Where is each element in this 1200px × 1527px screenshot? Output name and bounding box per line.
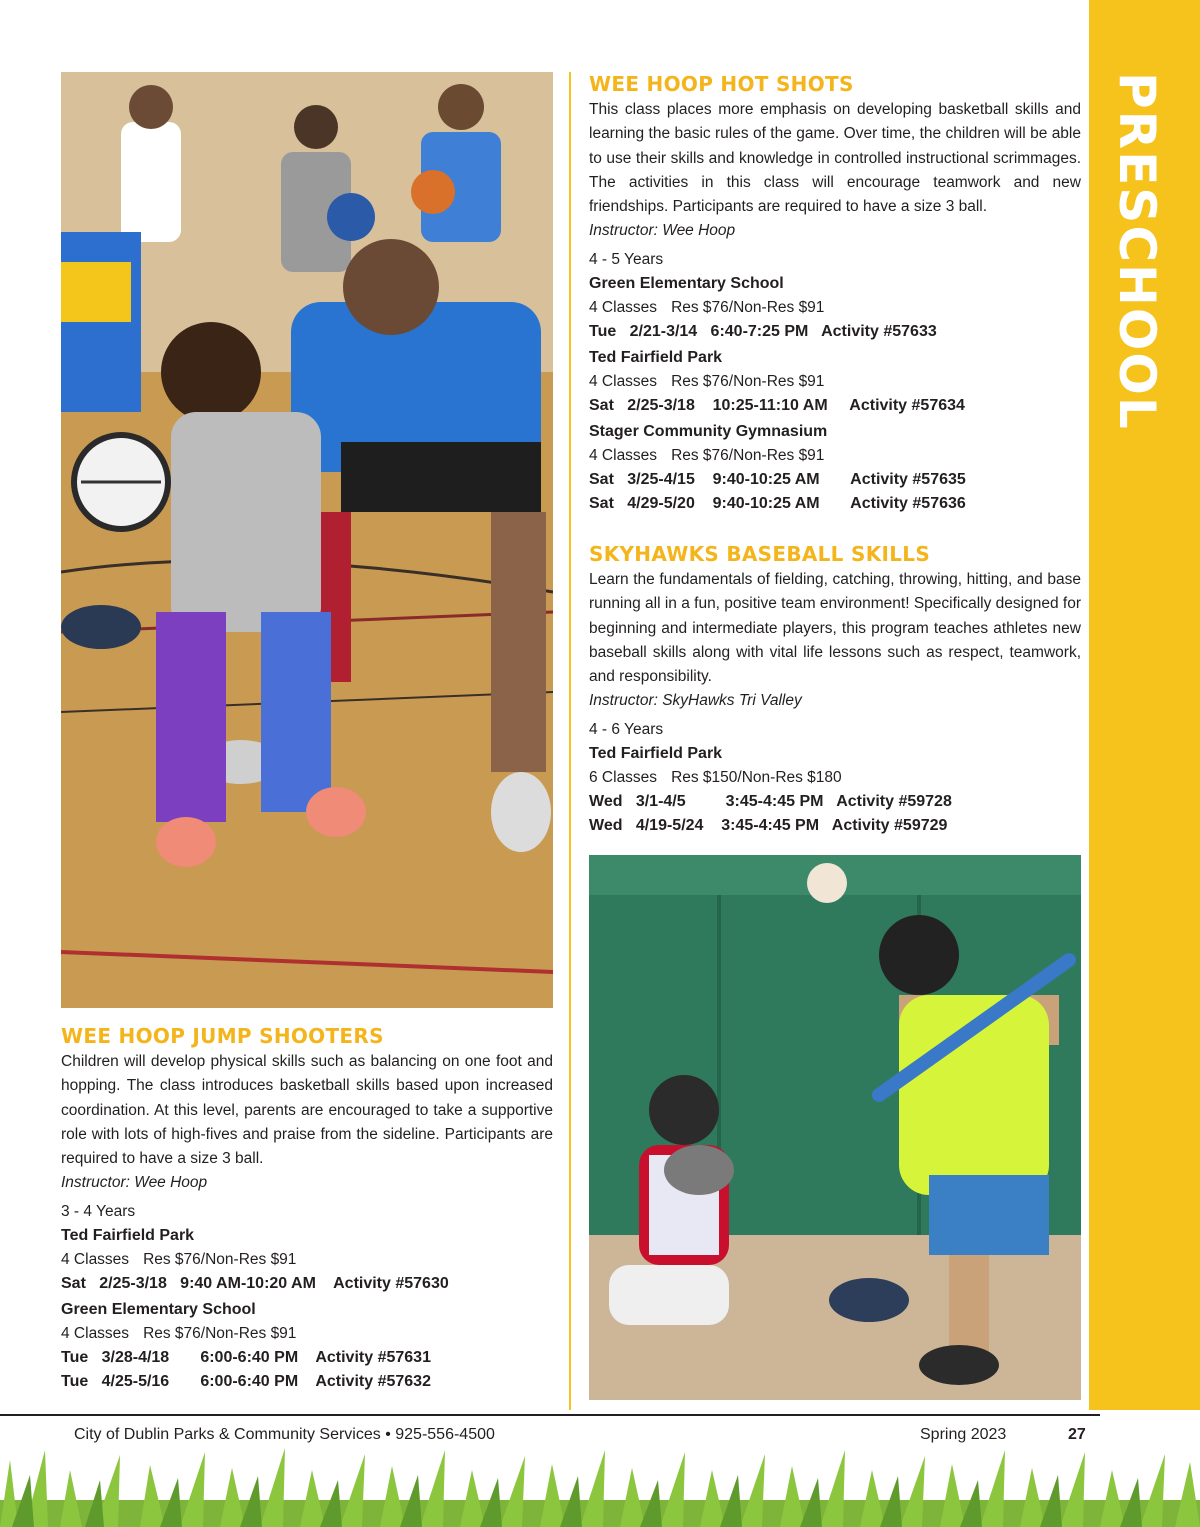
session-row: Wed 4/19-5/24 3:45-4:45 PM Activity #59729 bbox=[589, 817, 948, 835]
basketball-class-photo bbox=[61, 72, 553, 1008]
footer-rule bbox=[0, 1414, 1100, 1416]
class-title: WEE HOOP JUMP SHOOTERS bbox=[61, 1024, 384, 1048]
venue-pricing bbox=[589, 296, 1081, 320]
venue-pricing bbox=[589, 444, 1081, 468]
session-row: Sat 2/25-3/18 10:25-11:10 AM Activity #57634 bbox=[589, 397, 965, 415]
fee: Res $150/Non-Res $180 bbox=[671, 769, 842, 787]
class-count: 4 Classes bbox=[61, 1251, 130, 1269]
venue-name: Ted Fairfield Park bbox=[589, 349, 723, 367]
class-count: 4 Classes bbox=[589, 447, 658, 465]
column-divider bbox=[569, 72, 571, 1410]
venue-pricing bbox=[589, 370, 1081, 394]
class-title: WEE HOOP HOT SHOTS bbox=[589, 72, 854, 96]
class-count: 6 Classes bbox=[589, 769, 658, 787]
class-instructor: Instructor: SkyHawks Tri Valley bbox=[589, 692, 802, 710]
class-count: 4 Classes bbox=[589, 299, 658, 317]
fee: Res $76/Non-Res $91 bbox=[671, 373, 825, 391]
session-row: Tue 3/28-4/18 6:00-6:40 PM Activity #57631 bbox=[61, 1349, 431, 1367]
session-row: Tue 4/25-5/16 6:00-6:40 PM Activity #57632 bbox=[61, 1373, 431, 1391]
grass-decoration-icon bbox=[0, 1440, 1200, 1527]
fee: Res $76/Non-Res $91 bbox=[143, 1251, 297, 1269]
class-description: Children will develop physical skills such as balancing on one foot and hopping. The class introduces basketball skills based upon increased coordination. At this level, parents are encouraged to take a supportive role with lots of high-fives and praise from the sideline. Participants are required to have a size 3 ball. bbox=[61, 1053, 553, 1168]
venue-name: Green Elementary School bbox=[61, 1301, 256, 1319]
venue-name: Green Elementary School bbox=[589, 275, 784, 293]
session-row: Sat 4/29-5/20 9:40-10:25 AM Activity #57636 bbox=[589, 495, 966, 513]
class-wee-hoop-jump-shooters bbox=[61, 1022, 553, 1394]
class-skyhawks-baseball-skills bbox=[589, 540, 1081, 838]
session-row: Sat 3/25-4/15 9:40-10:25 AM Activity #57635 bbox=[589, 471, 966, 489]
class-description: This class places more emphasis on developing basketball skills and learning the basic rules of the game. Over time, the children will be able to use their skills and knowledge in controlled instructional scrimmages. The activities in this class will encourage teamwork and new friendships. Participants are required to have a size 3 ball. bbox=[589, 101, 1081, 216]
venue-name: Ted Fairfield Park bbox=[61, 1227, 195, 1245]
class-instructor: Instructor: Wee Hoop bbox=[61, 1174, 208, 1192]
footer-organization: City of Dublin Parks & Community Services • 925-556-4500 bbox=[74, 1426, 495, 1443]
class-count: 4 Classes bbox=[61, 1325, 130, 1343]
class-instructor: Instructor: Wee Hoop bbox=[589, 222, 736, 240]
class-wee-hoop-hot-shots bbox=[589, 70, 1081, 516]
fee: Res $76/Non-Res $91 bbox=[671, 299, 825, 317]
venue-pricing bbox=[61, 1322, 553, 1346]
section-tab-label: PRESCHOOL bbox=[1108, 72, 1166, 431]
page-number: 27 bbox=[1068, 1426, 1086, 1443]
fee: Res $76/Non-Res $91 bbox=[671, 447, 825, 465]
session-row: Wed 3/1-4/5 3:45-4:45 PM Activity #59728 bbox=[589, 793, 952, 811]
footer-season: Spring 2023 bbox=[920, 1426, 1007, 1443]
session-row: Tue 2/21-3/14 6:40-7:25 PM Activity #57633 bbox=[589, 323, 937, 341]
class-description: Learn the fundamentals of fielding, catching, throwing, hitting, and base running all in a fun, positive team environment! Specifically designed for beginning and intermediate players, this program teaches athletes new baseball skills along with vital life lessons such as respect, teamwork, and responsibility. bbox=[589, 571, 1081, 686]
venue-name: Ted Fairfield Park bbox=[589, 745, 723, 763]
class-count: 4 Classes bbox=[589, 373, 658, 391]
baseball-class-photo bbox=[589, 855, 1081, 1400]
class-title: SKYHAWKS BASEBALL SKILLS bbox=[589, 542, 931, 566]
class-age-range: 4 - 5 Years bbox=[589, 251, 664, 269]
session-row: Sat 2/25-3/18 9:40 AM-10:20 AM Activity #57630 bbox=[61, 1275, 449, 1293]
venue-name: Stager Community Gymnasium bbox=[589, 423, 828, 441]
class-age-range: 3 - 4 Years bbox=[61, 1203, 136, 1221]
class-age-range: 4 - 6 Years bbox=[589, 721, 664, 739]
fee: Res $76/Non-Res $91 bbox=[143, 1325, 297, 1343]
venue-pricing bbox=[589, 766, 1081, 790]
venue-pricing bbox=[61, 1248, 553, 1272]
